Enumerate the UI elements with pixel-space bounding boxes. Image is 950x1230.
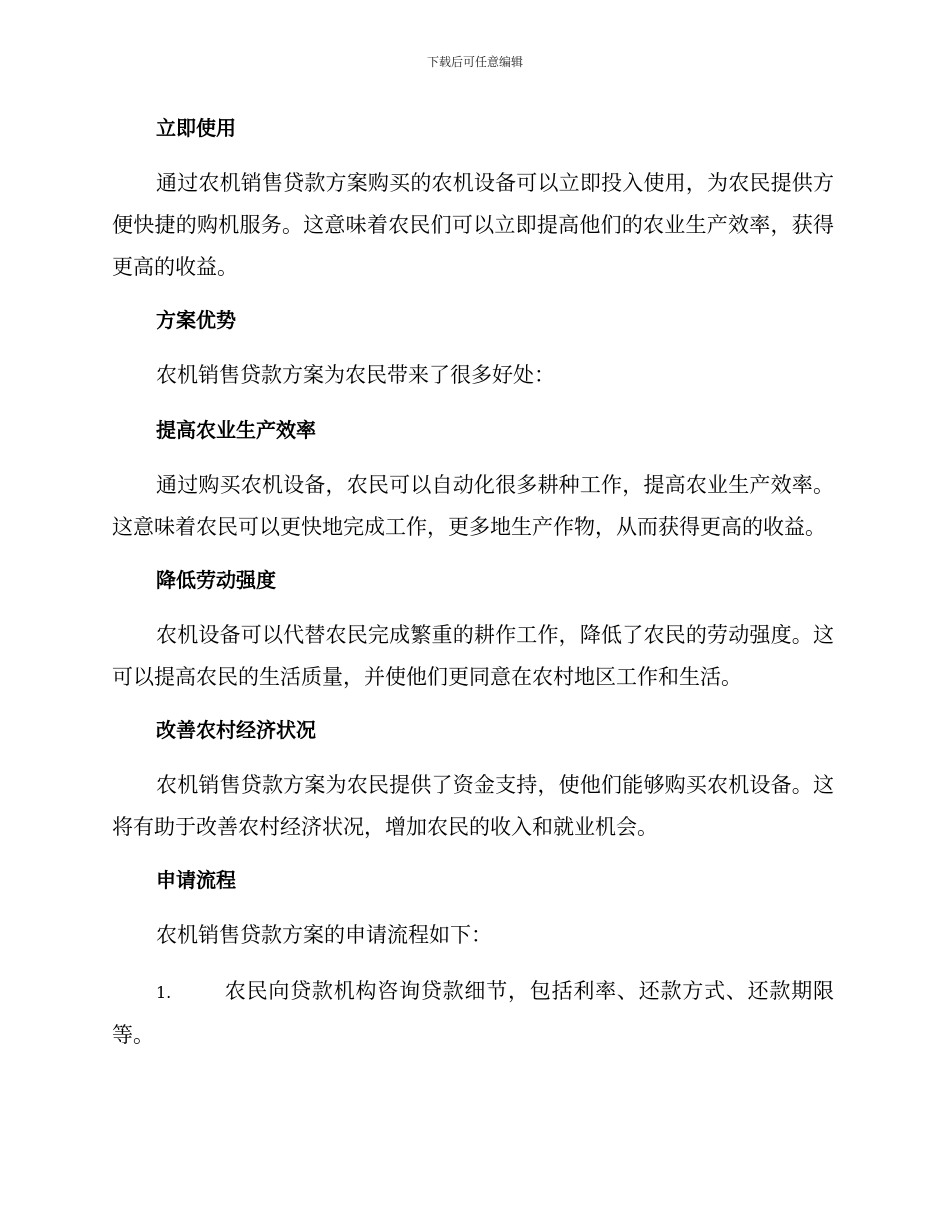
list-item-text: 农民向贷款机构咨询贷款细节，包括利率、还款方式、还款期限等。 xyxy=(112,979,834,1047)
paragraph-application: 农机销售贷款方案的申请流程如下： xyxy=(156,923,492,947)
section-heading-immediate-use: 立即使用 xyxy=(156,116,236,140)
list-item xyxy=(112,970,834,1056)
document-body xyxy=(112,108,834,1056)
section-heading-economy: 改善农村经济状况 xyxy=(156,718,316,742)
paragraph-labor: 农机设备可以代替农民完成繁重的耕作工作，降低了农民的劳动强度。这可以提高农民的生活质量，并使他们更同意在农村地区工作和生活。 xyxy=(112,623,834,689)
page-header: 下载后可任意编辑 xyxy=(426,55,523,69)
paragraph-advantages: 农机销售贷款方案为农民带来了很多好处： xyxy=(156,363,555,387)
list-item-number: 1. xyxy=(156,983,172,1002)
section-heading-advantages: 方案优势 xyxy=(156,308,236,332)
paragraph-economy: 农机销售贷款方案为农民提供了资金支持，使他们能够购买农机设备。这将有助于改善农村经济状况，增加农民的收入和就业机会。 xyxy=(112,773,834,839)
section-heading-efficiency: 提高农业生产效率 xyxy=(156,418,316,442)
section-heading-labor: 降低劳动强度 xyxy=(156,568,276,592)
paragraph-immediate-use: 通过农机销售贷款方案购买的农机设备可以立即投入使用，为农民提供方便快捷的购机服务。这意味着农民们可以立即提高他们的农业生产效率，获得更高的收益。 xyxy=(112,171,834,279)
paragraph-efficiency: 通过购买农机设备，农民可以自动化很多耕种工作，提高农业生产效率。这意味着农民可以更快地完成工作，更多地生产作物，从而获得更高的收益。 xyxy=(112,473,834,539)
section-heading-application: 申请流程 xyxy=(156,868,236,892)
